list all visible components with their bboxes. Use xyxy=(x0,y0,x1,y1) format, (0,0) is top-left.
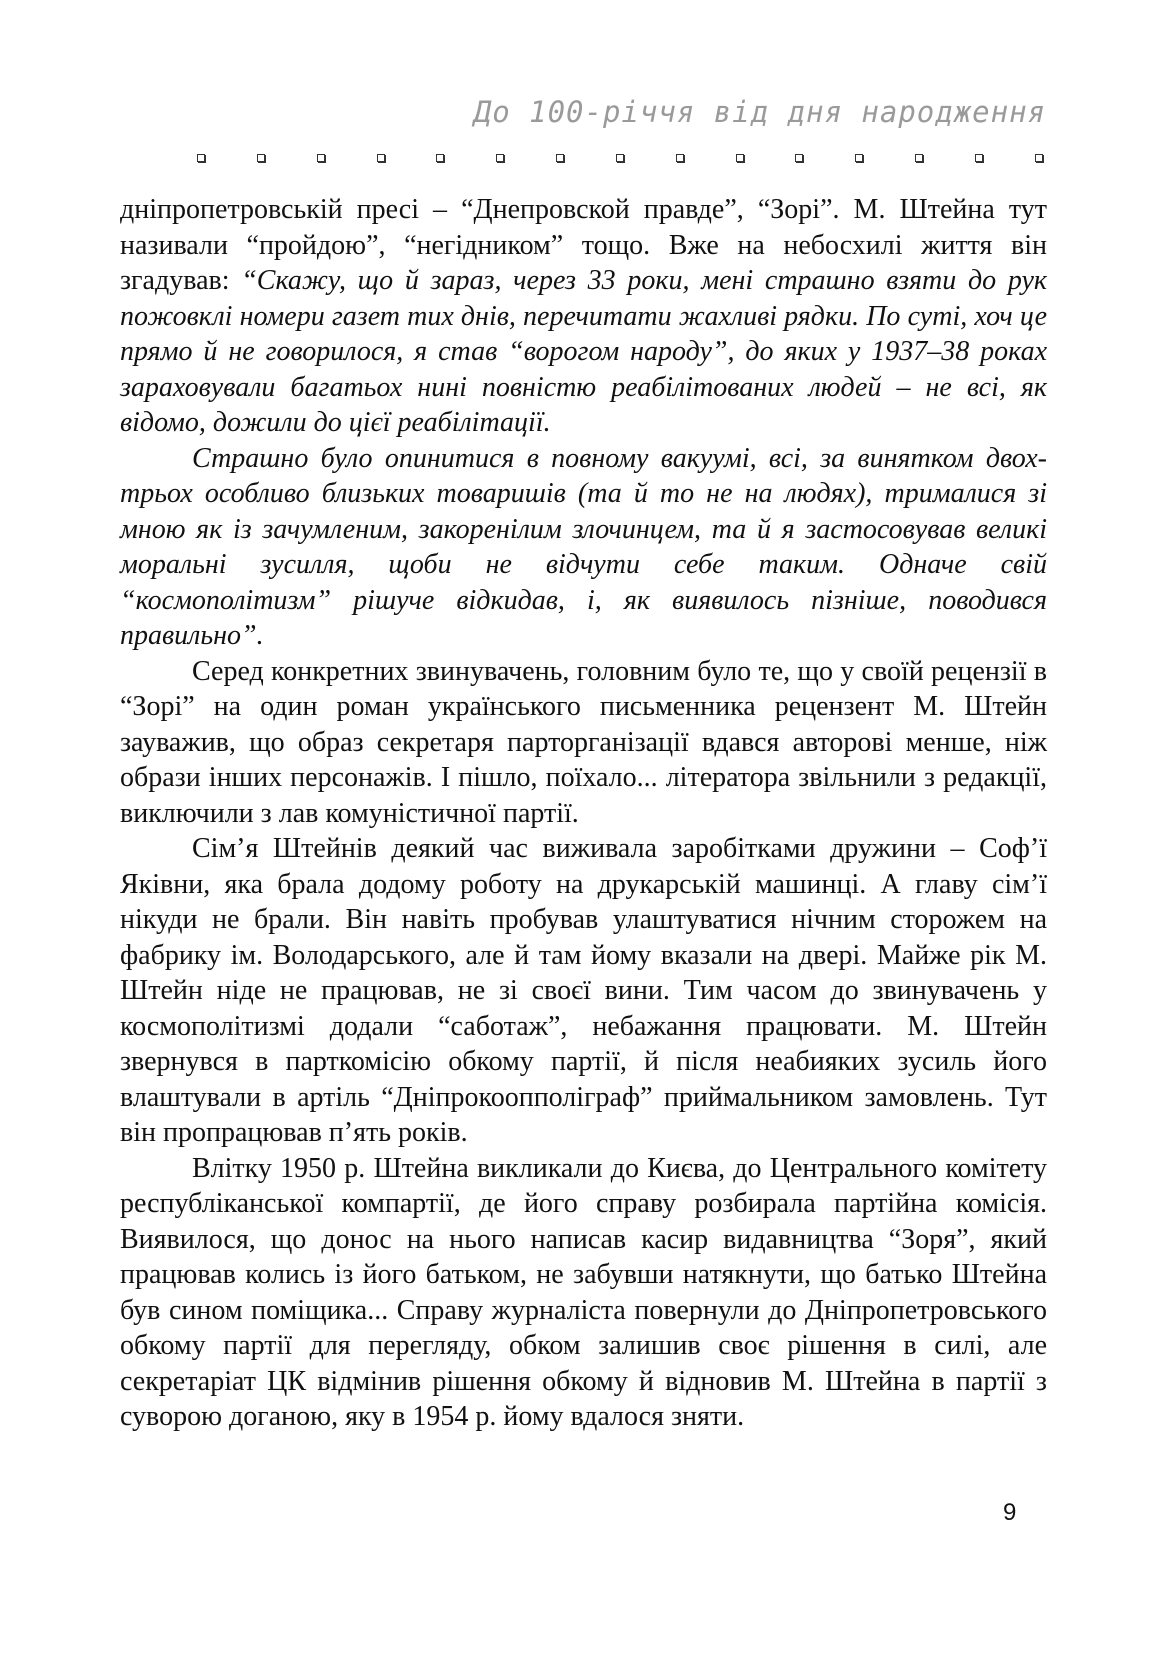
body-text xyxy=(120,192,1047,1435)
paragraph-text: дніпропетровській пресі – “Днепровской правде”, “Зорі”. М. Штейна тут називали “пройдою”, “негідником” тощо. Вже на небосхилі життя він згадував: xyxy=(120,194,1047,296)
square-bullet-icon xyxy=(975,154,983,162)
square-bullet-icon xyxy=(377,154,385,162)
square-bullet-icon xyxy=(616,154,624,162)
paragraph-2 xyxy=(120,441,1047,654)
quote-text: “Скажу, що й зараз, через 33 роки, мені страшно взяти до рук пожовклі номери газет тих днів, перечитати жахливі рядки. По суті, хоч це прямо й не говорилося, я став “ворогом народу”, до яких у 1937–38 роках зараховували багатьох нині повністю реабілітованих людей – не всі, як відомо, дожили до цієї реабілітації. xyxy=(120,265,1048,438)
running-header-title: До 100-річчя від дня народження xyxy=(473,95,1046,129)
square-bullet-icon xyxy=(317,154,325,162)
square-bullet-icon xyxy=(496,154,504,162)
square-bullet-icon xyxy=(676,154,684,162)
paragraph-text: Серед конкретних звинувачень, головним було те, що у своїй рецензії в “Зорі” на один роман українського письменника рецензент М. Штейн зауважив, що образ секретаря парторганізації вдався авторові менше, ніж образи інших персонажів. І пішло, поїхало... літератора звільнили з редакції, виключили з лав комуністичної партії. xyxy=(120,655,1047,829)
square-bullet-icon xyxy=(736,154,744,162)
paragraph-4 xyxy=(120,831,1047,1151)
paragraph-3 xyxy=(120,654,1047,832)
paragraph-text: Влітку 1950 р. Штейна викликали до Києва, до Центрального комітету республіканської компартії, де його справу розбирала партійна комісія. Виявилося, що донос на нього написав касир видавництва “Зоря”, який працював колись із його батьком, не забувши натякнути, що батько Штейна був сином поміщика... Справу журналіста повернули до Дніпропетровського обкому партії для перегляду, обком залишив своє рішення в силі, але секретаріат ЦК відмінив рішення обкому й відновив М. Штейна в партії з суворою доганою, яку в 1954 р. йому вдалося зняти. xyxy=(120,1152,1047,1432)
page-number: 9 xyxy=(1003,1499,1017,1526)
paragraph-5 xyxy=(120,1151,1047,1435)
square-bullet-icon xyxy=(915,154,923,162)
square-bullet-icon xyxy=(556,154,564,162)
square-bullet-icon xyxy=(1035,154,1043,162)
quote-text: Страшно було опинитися в повному вакуумі, всі, за винятком двох-трьох особливо близьких товаришів (та й то не на людях), трималися зі мною як із зачумленим, закоренілим злочинцем, та й я застосовував великі моральні зусилля, щоби не відчути себе таким. Одначе свій “космополітизм” рішуче відкидав, і, як виявилось пізніше, поводився правильно”. xyxy=(120,442,1047,651)
paragraph-text: Сім’я Штейнів деякий час виживала заробітками дружини – Соф’ї Яківни, яка брала додому роботу на друкарській машинці. А главу сім’ї нікуди не брали. Він навіть пробував улаштуватися нічним сторожем на фабрику ім. Володарського, але й там йому вказали на двері. Майже рік М. Штейн ніде не працював, не зі своєї вини. Тим часом до звинувачень у космополітизмі додали “саботаж”, небажання працювати. М. Штейн звернувся в парткомісію обкому партії, й після неабияких зусиль його влаштували в артіль “Дніпрокоопполіграф” приймальником замовлень. Тут він пропрацював п’ять років. xyxy=(120,833,1047,1148)
paragraph-1 xyxy=(120,192,1047,441)
square-bullet-icon xyxy=(197,154,205,162)
square-bullet-icon xyxy=(795,154,803,162)
header-ornament-row xyxy=(197,151,1043,165)
square-bullet-icon xyxy=(436,154,444,162)
square-bullet-icon xyxy=(257,154,265,162)
square-bullet-icon xyxy=(855,154,863,162)
